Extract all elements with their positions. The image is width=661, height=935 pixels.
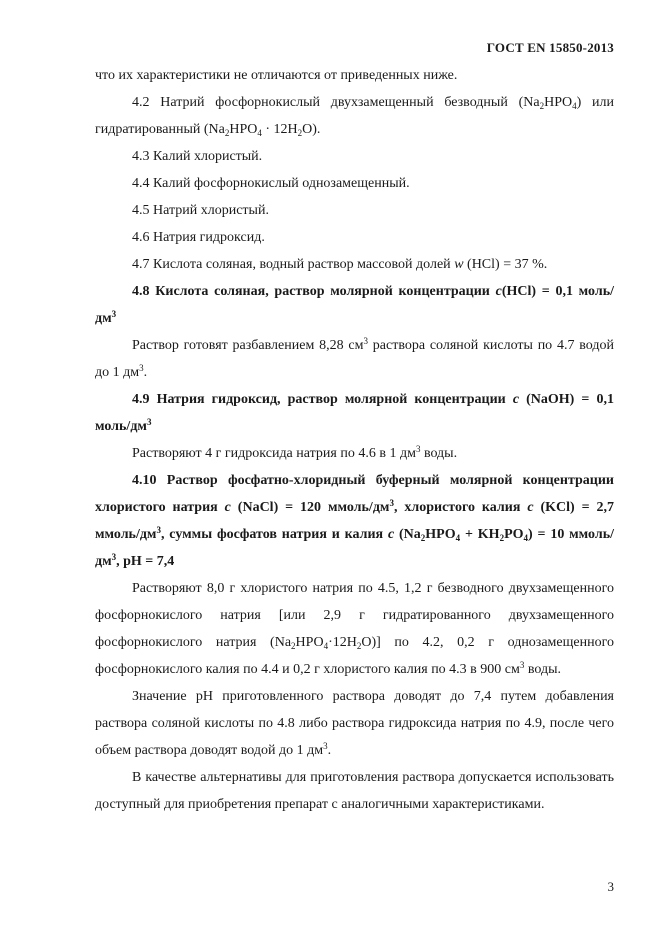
item-4-6: 4.6 Натрия гидроксид. (132, 230, 265, 245)
paragraph-4-10-ph: Значение pH приготовленного раствора доводят до 7,4 путем добавления раствора соляной кислоты по 4.8 либо раствора гидроксида натрия по 4.9, после чего объем раствора доводят водой до 1 $дм^3$. (95, 689, 614, 758)
item-4-7: 4.7 Кислота соляная, водный раствор массовой долей w (HCl) = 37 %. (132, 257, 548, 272)
paragraph-continuation: что их характеристики не отличаются от приведенных ниже. (95, 68, 458, 83)
heading-4-10: 4.10 Раствор фосфатно-хлоридный буферный молярной концентрации хлористого натрия c (NaCl) = 120 ммоль/$дм^3$, хлористого калия c (KCl) = 2,7 ммоль/$дм^3$, суммы фосфатов натрия и калия c $(Na_2HPO_4 + KH_2PO_4) = 10$ ммоль/$дм^3$, pH = 7,4 (95, 473, 614, 569)
item-4-4: 4.4 Калий фосфорнокислый однозамещенный. (132, 176, 410, 191)
page-number: 3 (607, 879, 614, 894)
paragraph-4-10-alternative: В качестве альтернативы для приготовления раствора допускается использовать доступный для приобретения препарат с аналогичными характеристиками. (95, 770, 614, 812)
paragraph-4-9: Растворяют 4 г гидроксида натрия по 4.6 в 1 $дм^3$ воды. (132, 444, 458, 461)
item-4-2: 4.2 Натрий фосфорнокислый двухзамещенный безводный $(Na_2HPO_4)$ или гидратированный $(Na_2HPO_4 \cdot 12H_2O)$. (95, 95, 614, 138)
paragraph-4-8: Раствор готовят разбавлением 8,28 $см^3$ раствора соляной кислоты по 4.7 водой до 1 $дм^3$. (95, 336, 614, 380)
document-body (95, 62, 614, 818)
heading-4-9: 4.9 Натрия гидроксид, раствор молярной концентрации c (NaOH) = 0,1 моль/$дм^3$ (95, 392, 614, 434)
heading-4-8: 4.8 Кислота соляная, раствор молярной концентрации c(HCl) = 0,1 моль/$дм^3$ (95, 284, 615, 326)
item-4-3: 4.3 Калий хлористый. (132, 149, 263, 164)
item-4-5: 4.5 Натрий хлористый. (132, 203, 269, 218)
standard-header: ГОСТ EN 15850-2013 (486, 40, 614, 55)
paragraph-4-10-composition: Растворяют 8,0 г хлористого натрия по 4.5, 1,2 г безводного двухзамещенного фосфорнокислого натрия [или 2,9 г гидратированного двухзамещенного фосфорнокислого натрия $(Na_2HPO_4\cdot 12H_2O)$] по 4.2, 0,2 г однозамещенного фосфорнокислого калия по 4.4 и 0,2 г хлористого калия по 4.3 в 900 $см^3$ воды. (95, 581, 614, 677)
